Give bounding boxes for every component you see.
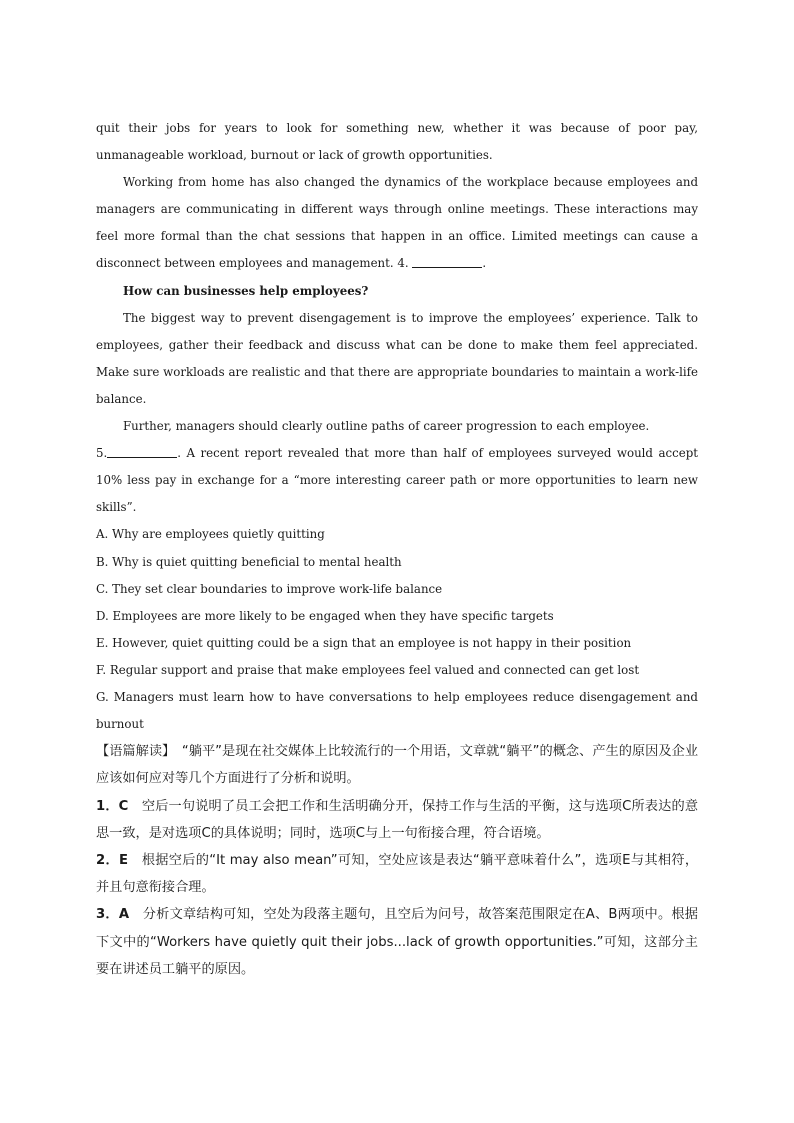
passage-paragraph-4: Further, managers should clearly outline paths of career progression to each employee. [123,419,650,434]
option-f: F. Regular support and praise that make employees feel valued and connected can get lost [96,662,640,677]
section-heading: How can businesses help employees? [123,283,369,298]
option-d: D. Employees are more likely to be engaged when they have specific targets [96,608,554,623]
answer-1-text: 空后一句说明了员工会把工作和生活明确分开，保持工作与生活的平衡，这与选项C所表达的意思一致，是对选项C的具体说明；同时，选项C与上一句衔接合理，符合语境。 [96,798,699,841]
blank-4-label: 4. [397,256,409,271]
option-e: E. However, quiet quitting could be a sign that an employee is not happy in their position [96,635,632,650]
option-g: G. Managers must learn how to have conversations to help employees reduce disengagement and burnout [96,689,698,732]
answer-1 [96,793,698,847]
answer-2 [96,847,698,901]
paragraph-2-text: Working from home has also changed the dynamics of the workplace because employees and managers are communicating in different ways through online meetings. These interactions may feel more formal than the chat sessions that happen in an office. Limited meetings can cause a disconnect between employees and management. [96,175,698,271]
analysis-title: 【语篇解读】 [96,744,169,760]
analysis-section [96,738,698,983]
analysis-intro [96,738,698,792]
answer-3-text: 分析文章结构可知，空处为段落主题句，且空后为问号，故答案范围限定在A、B两项中。根据下文中的“Workers have quietly quit their jobs...lack of growth opportunities.”可知，这部分主要在讲述员工躺平的原因。 [96,907,698,977]
blank-5 [107,445,177,458]
analysis-intro-text: “躺平”是现在社交媒体上比较流行的一个用语，文章就“躺平”的概念、产生的原因及企业应该如何应对等几个方面进行了分析和说明。 [96,744,699,787]
option-b: B. Why is quiet quitting beneficial to mental health [96,554,402,569]
answer-1-number: 1．C [96,798,129,814]
passage-paragraph-3: The biggest way to prevent disengagement is to improve the employees’ experience. Talk to employees, gather their feedback and discuss what can be done to make them feel appreciated. Make sure workloads are realistic and that there are appropriate boundaries to maintain a work-life balance. [96,310,698,406]
answer-3-number: 3．A [96,907,130,923]
answer-3 [96,901,698,983]
paragraph-5-text: . A recent report revealed that more than half of employees surveyed would accept 10% less pay in exchange for a “more interesting career path or more opportunities to learn new skills”. [96,446,698,515]
passage-paragraph-2: Working from home has also changed the dynamics of the workplace because employees and managers are communicating in different ways through online meetings. These interactions may feel more formal than the chat sessions that happen in an office. Limited meetings can cause a disconnect between employees and management. 4. . [96,175,698,271]
answer-2-text: 根据空后的“It may also mean”可知，空处应该是表达“躺平意味着什么”，选项E与其相符，并且句意衔接合理。 [96,852,699,896]
blank-4 [412,255,482,268]
option-a: A. Why are employees quietly quitting [96,527,325,542]
passage-paragraph-5 [96,440,698,521]
options-list [96,521,698,738]
passage-paragraph-1: quit their jobs for years to look for something new, whether it was because of poor pay, unmanageable workload, burnout or lack of growth opportunities. [96,121,698,163]
answer-2-number: 2．E [96,852,128,868]
document-page [96,115,698,983]
option-c: C. They set clear boundaries to improve work-life balance [96,581,443,596]
blank-5-label: 5. [96,446,108,461]
